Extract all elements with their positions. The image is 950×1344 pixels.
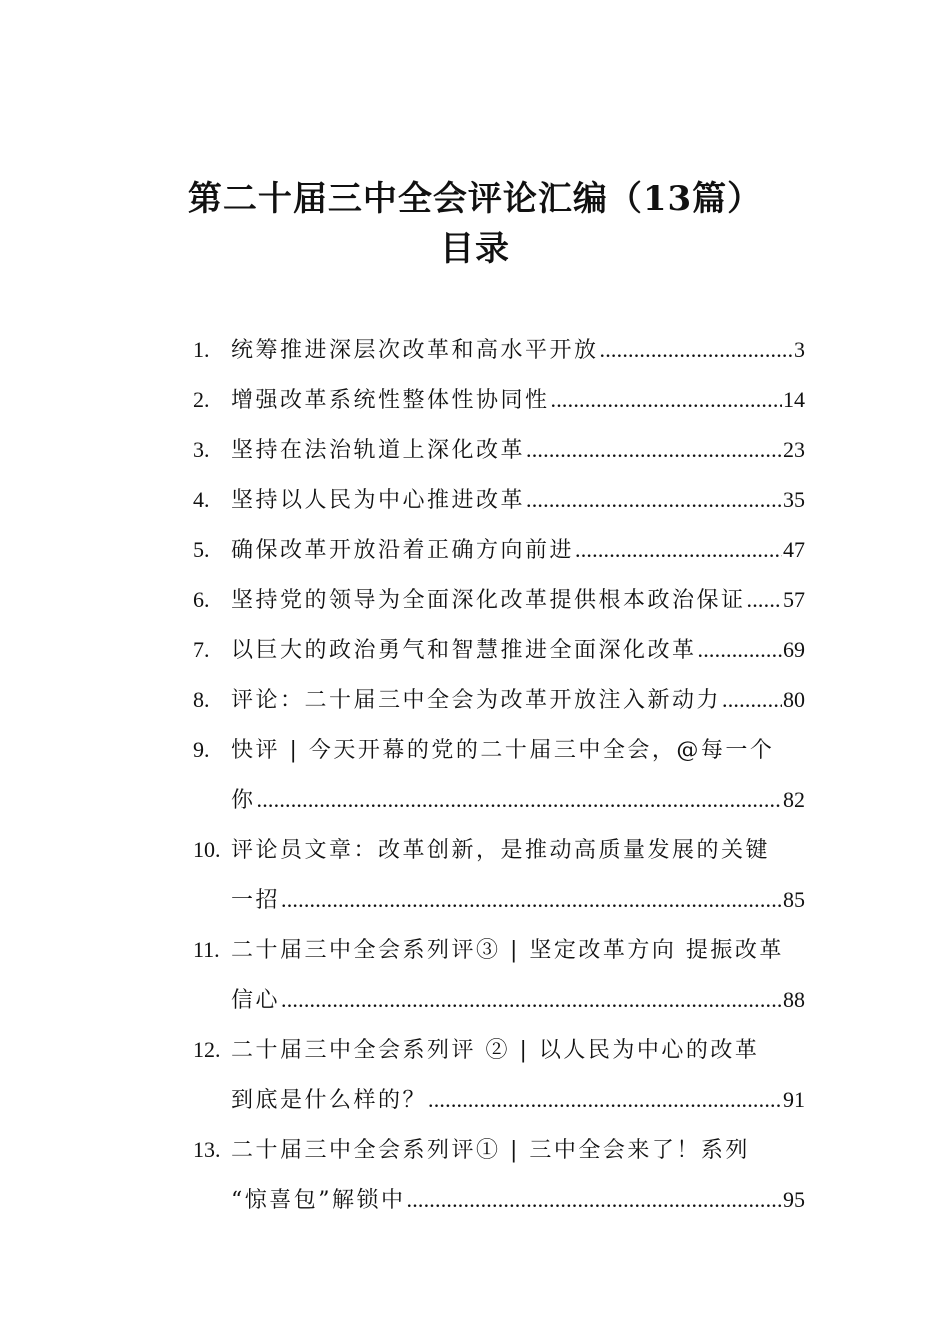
toc-entry-number: 9. <box>193 737 210 762</box>
toc-entry-title: 坚持以人民为中心推进改革 <box>231 488 526 513</box>
toc-dot-leader <box>526 425 782 475</box>
toc-entry-row <box>193 475 805 525</box>
toc-entry-row <box>193 375 805 425</box>
toc-dot-leader <box>747 575 782 625</box>
toc-page-number: 85 <box>783 887 805 912</box>
toc-page-number: 47 <box>783 537 805 562</box>
toc-dot-leader <box>428 1075 782 1125</box>
toc-entry-title: 二十届三中全会系列评① | 三中全会来了！系列 <box>231 1138 750 1163</box>
toc-page-number: 95 <box>783 1187 805 1212</box>
toc-entry[interactable] <box>193 425 805 475</box>
toc-entry-title: 坚持党的领导为全面深化改革提供根本政治保证 <box>231 588 746 613</box>
toc-entry-number: 1. <box>193 337 210 362</box>
toc-dot-leader <box>575 525 782 575</box>
toc-entry-number: 8. <box>193 687 210 712</box>
toc-entry-title: 统筹推进深层次改革和高水平开放 <box>231 338 599 363</box>
toc-entry-number: 2. <box>193 387 210 412</box>
toc-dot-leader <box>281 975 782 1025</box>
toc-entry-title: 二十届三中全会系列评③ | 坚定改革方向 提振改革 <box>231 938 784 963</box>
toc-dot-leader <box>551 375 782 425</box>
toc-entry-title: 以巨大的政治勇气和智慧推进全面深化改革 <box>231 638 697 663</box>
toc-entry-number: 3. <box>193 437 210 462</box>
toc-entry-row <box>193 675 805 725</box>
toc-entry-title: 快评 | 今天开幕的党的二十届三中全会，@每一个 <box>231 738 775 763</box>
toc-entry-number: 4. <box>193 487 210 512</box>
toc-entry-title: 确保改革开放沿着正确方向前进 <box>231 538 575 563</box>
toc-heading: 目录 <box>440 229 510 269</box>
toc-entry-row <box>193 825 805 875</box>
toc-entry-title: 到底是什么样的？ <box>231 1088 428 1113</box>
toc-entry-title: “惊喜包”解锁中 <box>231 1188 406 1213</box>
toc-entry-title: 坚持在法治轨道上深化改革 <box>231 438 526 463</box>
toc-entry-title: 增强改革系统性整体性协同性 <box>231 388 550 413</box>
toc-page-number: 57 <box>783 587 805 612</box>
toc-entry[interactable] <box>193 475 805 525</box>
toc-page-number: 91 <box>783 1087 805 1112</box>
toc-entry-row <box>193 1025 805 1075</box>
toc-entry-continuation <box>193 1075 805 1125</box>
toc-entry-row <box>193 325 805 375</box>
toc-entry-title: 一招 <box>231 888 281 913</box>
toc-page-number: 82 <box>783 787 805 812</box>
toc-entry[interactable] <box>193 725 805 825</box>
toc-entry[interactable] <box>193 525 805 575</box>
toc-entry-title: 评论员文章：改革创新，是推动高质量发展的关键 <box>231 838 771 863</box>
toc-entry-row <box>193 1125 805 1175</box>
document-title: 第二十届三中全会评论汇编（13篇） <box>187 179 763 219</box>
toc-page-number: 35 <box>783 487 805 512</box>
toc-entry-row <box>193 625 805 675</box>
toc-entry-number: 7. <box>193 637 210 662</box>
toc-entry-row <box>193 425 805 475</box>
toc-entry-continuation <box>193 875 805 925</box>
toc-page-number: 3 <box>794 337 805 362</box>
toc-dot-leader <box>526 475 782 525</box>
toc-page-number: 88 <box>783 987 805 1012</box>
toc-entry-number: 6. <box>193 587 210 612</box>
toc-entry-number: 13. <box>193 1137 221 1162</box>
toc-dot-leader <box>407 1175 783 1225</box>
toc-entry-row <box>193 725 805 775</box>
toc-page-number: 14 <box>783 387 805 412</box>
toc-entry-continuation <box>193 775 805 825</box>
toc-entry-title: 你 <box>231 788 256 813</box>
toc-entry-number: 11. <box>193 937 220 962</box>
toc-entry[interactable] <box>193 575 805 625</box>
toc-entry[interactable] <box>193 675 805 725</box>
toc-page-number: 23 <box>783 437 805 462</box>
toc-entry[interactable] <box>193 925 805 1025</box>
toc-entry[interactable] <box>193 1025 805 1125</box>
toc-entry-title: 信心 <box>231 988 281 1013</box>
toc-page-number: 80 <box>783 687 805 712</box>
toc-entry-title: 评论：二十届三中全会为改革开放注入新动力 <box>231 688 722 713</box>
toc-entry-number: 10. <box>193 837 221 862</box>
toc-dot-leader <box>722 675 782 725</box>
toc-entry[interactable] <box>193 825 805 925</box>
toc-entry[interactable] <box>193 325 805 375</box>
toc-entry-continuation <box>193 975 805 1025</box>
toc-dot-leader <box>600 325 793 375</box>
toc-entry[interactable] <box>193 1125 805 1225</box>
toc-entry-row <box>193 525 805 575</box>
toc-dot-leader <box>698 625 782 675</box>
toc-dot-leader <box>281 875 782 925</box>
toc-entry-number: 12. <box>193 1037 221 1062</box>
toc-page-number: 69 <box>783 637 805 662</box>
table-of-contents <box>193 325 805 1225</box>
toc-entry-number: 5. <box>193 537 210 562</box>
toc-entry-row <box>193 925 805 975</box>
toc-entry[interactable] <box>193 625 805 675</box>
toc-entry[interactable] <box>193 375 805 425</box>
toc-entry-title: 二十届三中全会系列评 ② | 以人民为中心的改革 <box>231 1038 760 1063</box>
toc-entry-row <box>193 575 805 625</box>
toc-entry-continuation <box>193 1175 805 1225</box>
toc-dot-leader <box>257 775 782 825</box>
